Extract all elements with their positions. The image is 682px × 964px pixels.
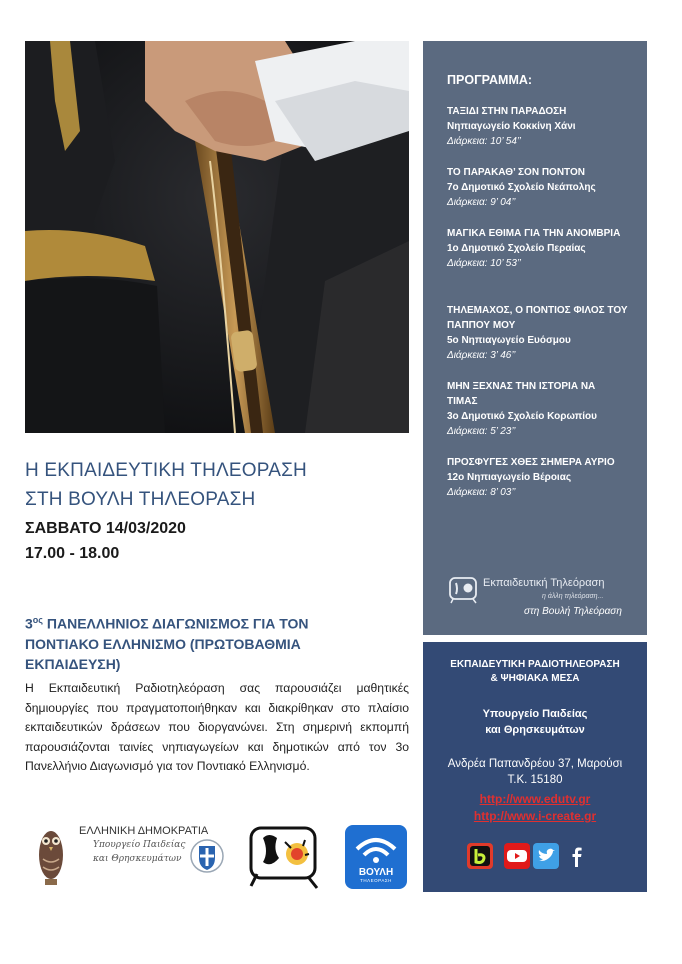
vouli-tv-logo bbox=[345, 825, 407, 889]
program-item-school: 5ο Νηπιαγωγείο Ευόσμου bbox=[447, 335, 571, 346]
edutv-small-icon bbox=[448, 576, 480, 604]
program-item-school: 3ο Δημοτικό Σχολείο Κορωπίου bbox=[447, 411, 597, 422]
contact-ministry bbox=[423, 706, 647, 738]
program-item-title: ΤΗΛΕΜΑΧΟΣ, Ο ΠΟΝΤΙΟΣ ΦΙΛΟΣ ΤΟΥ ΠΑΠΠΟΥ ΜΟΥ bbox=[447, 305, 628, 331]
program-item-duration: Διάρκεια: 10’ 53’’ bbox=[447, 258, 522, 269]
youtube-icon[interactable] bbox=[504, 843, 530, 869]
edutv-logo-name: Εκπαιδευτική Τηλεόραση bbox=[483, 577, 605, 589]
program-item bbox=[447, 379, 625, 439]
logo-strip bbox=[25, 822, 410, 894]
competition-heading-line-3: ΕΚΠΑΙΔΕΥΣΗ) bbox=[25, 655, 121, 672]
title-line-2: ΣΤΗ ΒΟΥΛΗ ΤΗΛΕΟΡΑΣΗ bbox=[25, 489, 256, 510]
competition-heading bbox=[25, 610, 410, 674]
gov-line-2: Υπουργείο Παιδείας bbox=[93, 840, 186, 850]
gov-line-1: ΕΛΛΗΝΙΚΗ ΔΗΜΟΚΡΑΤΙΑ bbox=[79, 825, 209, 837]
broadcast-date: ΣΑΒΒΑΤΟ 14/03/2020 bbox=[25, 520, 186, 537]
contact-heading bbox=[423, 658, 647, 686]
contact-links bbox=[423, 791, 647, 825]
owl-icon bbox=[37, 825, 65, 889]
program-item-duration: Διάρκεια: 8’ 03’’ bbox=[447, 487, 516, 498]
program-item-school: Νηπιαγωγείο Κοκκίνη Χάνι bbox=[447, 121, 576, 132]
edutv-footer-logo bbox=[448, 573, 648, 633]
program-item bbox=[447, 226, 622, 271]
twitter-icon[interactable] bbox=[533, 843, 559, 869]
greek-emblem-icon bbox=[190, 836, 224, 876]
address-line-2: Τ.Κ. 15180 bbox=[507, 774, 563, 786]
program-item-title: ΠΡΟΣΦΥΓΕΣ ΧΘΕΣ ΣΗΜΕΡΑ ΑΥΡΙΟ bbox=[447, 457, 615, 468]
program-item-duration: Διάρκεια: 3’ 46’’ bbox=[447, 350, 516, 361]
wifi-signal-icon bbox=[345, 825, 407, 865]
program-item-title: ΜΑΓΙΚΑ ΕΘΙΜΑ ΓΙΑ ΤΗΝ ΑΝΟΜΒΡΙΑ bbox=[447, 228, 621, 239]
vouli-title: ΒΟΥΛΗ bbox=[358, 867, 394, 878]
edutv-link[interactable]: http://www.edutv.gr bbox=[479, 792, 591, 806]
program-item-title: ΤΑΞΙΔΙ ΣΤΗΝ ΠΑΡΑΔΟΣΗ bbox=[447, 106, 567, 117]
competition-number: 3 bbox=[25, 615, 33, 632]
contact-heading-line-1: ΕΚΠΑΙΔΕΥΤΙΚΗ ΡΑΔΙΟΤΗΛΕΟΡΑΣΗ bbox=[450, 659, 620, 670]
broadcast-datetime bbox=[25, 516, 186, 566]
contact-address bbox=[423, 756, 647, 788]
competition-heading-line-1: ΠΑΝΕΛΛΗΝΙΟΣ ΔΙΑΓΩΝΙΣΜΟΣ ΓΙΑ ΤΟΝ bbox=[42, 615, 309, 632]
program-item-school: 7ο Δημοτικό Σχολείο Νεάπολης bbox=[447, 182, 596, 193]
broadcast-time: 17.00 - 18.00 bbox=[25, 545, 120, 562]
contact-panel bbox=[423, 642, 647, 892]
gov-line-3: και Θρησκευμάτων bbox=[93, 854, 182, 864]
program-item-duration: Διάρκεια: 5’ 23’’ bbox=[447, 426, 516, 437]
competition-ordinal: ος bbox=[32, 615, 43, 625]
program-item-school: 12ο Νηπιαγωγείο Βέροιας bbox=[447, 472, 572, 483]
contact-heading-line-2: & ΨΗΦΙΑΚΑ ΜΕΣΑ bbox=[490, 673, 580, 684]
program-item bbox=[447, 303, 632, 363]
vouli-subtitle: ΤΗΛΕΟΡΑΣΗ bbox=[360, 878, 392, 883]
program-heading: ΠΡΟΓΡΑΜΜΑ: bbox=[447, 73, 533, 87]
edutv-logo-tagline: η άλλη τηλεόραση... bbox=[542, 593, 604, 600]
address-line-1: Ανδρέα Παπανδρέου 37, Μαρούσι bbox=[447, 758, 623, 770]
competition-heading-line-2: ΠΟΝΤΙΑΚΟ ΕΛΛΗΝΙΣΜΟ (ΠΡΩΤΟΒΑΘΜΙΑ bbox=[25, 635, 301, 652]
b-icon[interactable] bbox=[467, 843, 493, 869]
program-item bbox=[447, 104, 642, 149]
program-item-school: 1ο Δημοτικό Σχολείο Περαίας bbox=[447, 243, 586, 254]
ministry-line-1: Υπουργείο Παιδείας bbox=[482, 708, 588, 720]
program-item-title: ΜΗΝ ΞΕΧΝΑΣ ΤΗΝ ΙΣΤΟΡΙΑ ΝΑ ΤΙΜΑΣ bbox=[447, 381, 596, 407]
program-item bbox=[447, 165, 642, 210]
program-panel bbox=[423, 41, 647, 635]
hero-photo bbox=[25, 41, 409, 433]
ministry-line-2: και Θρησκευμάτων bbox=[485, 724, 585, 736]
edutv-logo-icon bbox=[247, 824, 325, 892]
program-item-duration: Διάρκεια: 10’ 54’’ bbox=[447, 136, 522, 147]
icreate-link[interactable]: http://www.i-create.gr bbox=[473, 809, 597, 823]
edutv-logo-where: στη Βουλή Τηλεόραση bbox=[524, 606, 622, 617]
program-item-title: ΤΟ ΠΑΡΑΚΑΘ’ ΣΟΝ ΠΟΝΤΟΝ bbox=[447, 167, 585, 178]
competition-description: Η Εκπαιδευτική Ραδιοτηλεόραση σας παρουσιάζει μαθητικές δημιουργίες που πραγματοποιήθηκαν και διακρίθηκαν στο πλαίσιο εκπαιδευτικών δράσεων που διοργανώνει. Στη σημερινή εκπομπή παρουσιάζονται ταινίες νηπιαγωγείων και δημοτικών από τον 3ο Πανελλήνιο Διαγωνισμό για τον Ποντιακό Ελληνισμό. bbox=[25, 681, 409, 773]
main-title bbox=[25, 456, 415, 514]
program-item bbox=[447, 455, 647, 500]
ministry-logo-text bbox=[79, 824, 208, 866]
facebook-icon[interactable] bbox=[564, 843, 590, 869]
program-item-duration: Διάρκεια: 9’ 04’’ bbox=[447, 197, 516, 208]
title-line-1: Η ΕΚΠΑΙΔΕΥΤΙΚΗ ΤΗΛΕΟΡΑΣΗ bbox=[25, 460, 307, 481]
